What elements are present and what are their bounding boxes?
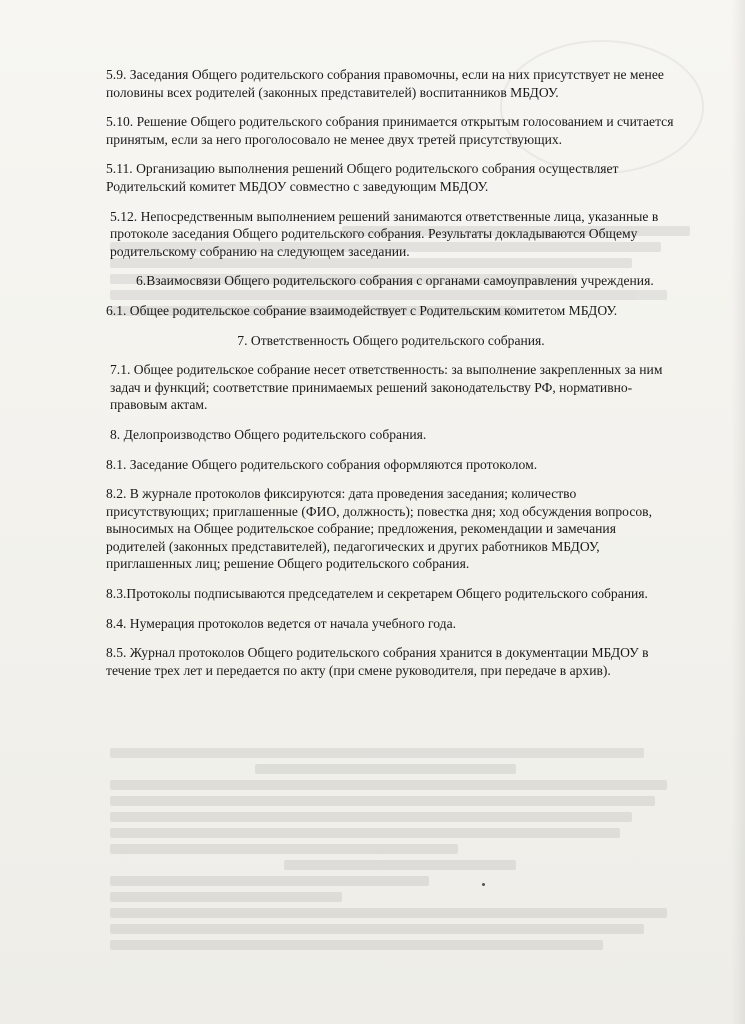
heading-section-7: 7. Ответственность Общего родительского собрания. xyxy=(237,332,545,348)
paragraph-5-9: 5.9. Заседания Общего родительского собрания правомочны, если на них присутствует не менее половины всех родителей (законных представителей) воспитанников МБДОУ. xyxy=(106,67,664,100)
paragraph-8-3: 8.3.Протоколы подписываются председателем и секретарем Общего родительского собрания. xyxy=(106,586,648,602)
paragraph-8-5: 8.5. Журнал протоколов Общего родительского собрания хранится в документации МБДОУ в течение трех лет и передается по акту (при смене руководителя, при передаче в архив). xyxy=(106,645,649,678)
heading-section-8: 8. Делопроизводство Общего родительского собрания. xyxy=(110,426,427,442)
paragraph-6-1: 6.1. Общее родительское собрание взаимодействует с Родительским комитетом МБДОУ. xyxy=(106,302,618,318)
paragraph-8-4: 8.4. Нумерация протоколов ведется от начала учебного года. xyxy=(106,615,457,631)
paragraph-8-2: 8.2. В журнале протоколов фиксируются: дата проведения заседания; количество присутствующих; приглашенные (ФИО, должность); повестка дня; ход обсуждения вопросов, выносимых на Общее родительское собрание; предложения, рекомендации и замечания родителей (законных представителей), педагогических и других работников МБДОУ, приглашенных лиц; решение Общего родительского собрания. xyxy=(106,486,652,572)
paragraph-7-1: 7.1. Общее родительское собрание несет ответственность: за выполнение закрепленных за ним задач и функций; соответствие принимаемых решений законодательству РФ, нормативно-правовым актам. xyxy=(110,362,663,413)
paragraph-8-1: 8.1. Заседание Общего родительского собрания оформляются протоколом. xyxy=(106,456,538,472)
ink-speck xyxy=(482,883,485,886)
paragraph-5-10: 5.10. Решение Общего родительского собрания принимается открытым голосованием и считается принятым, если за него проголосовало не менее двух третей присутствующих. xyxy=(106,114,674,147)
paragraph-5-11: 5.11. Организацию выполнения решений Общего родительского собрания осуществляет Родительский комитет МБДОУ совместно с заведующим МБДОУ. xyxy=(106,161,619,194)
paragraph-5-12: 5.12. Непосредственным выполнением решений занимаются ответственные лица, указанные в протоколе заседания Общего родительского собрания. Результаты докладываются Общему родительскому собранию на следующем заседании. xyxy=(110,208,659,259)
document-text xyxy=(106,66,676,691)
heading-section-6: 6.Взаимосвязи Общего родительского собрания с органами самоуправления учреждения. xyxy=(136,273,654,289)
page-edge-shadow xyxy=(731,0,745,1024)
